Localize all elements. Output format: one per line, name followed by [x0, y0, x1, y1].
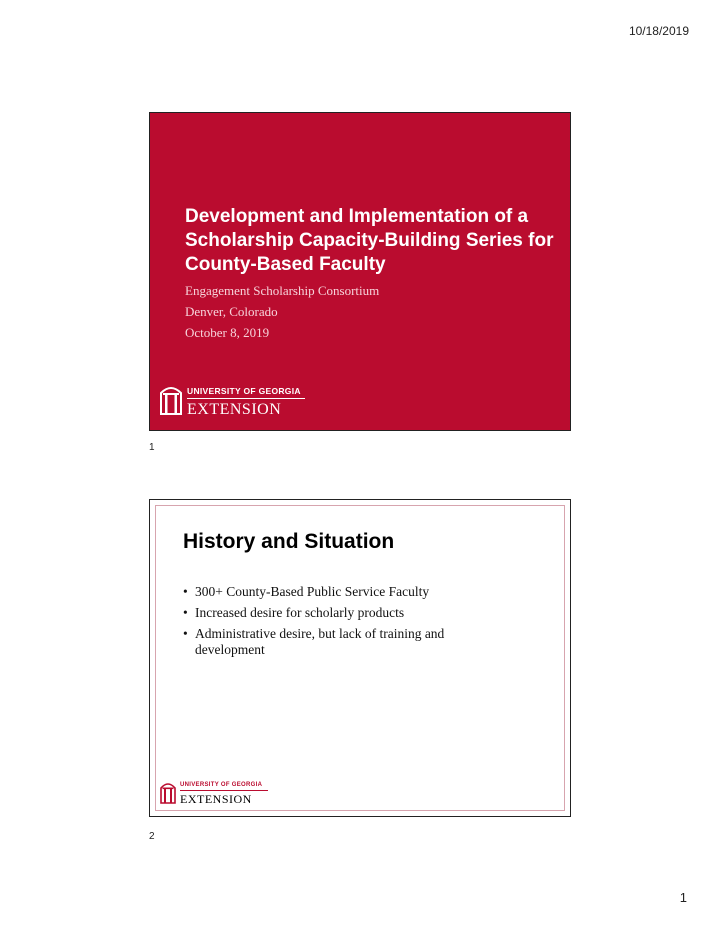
- uga-extension-logo: [160, 780, 268, 806]
- slide-1-title: Development and Implementation of a Scholarship Capacity-Building Series for County-Based Faculty: [185, 206, 554, 275]
- slide-1-location: Denver, Colorado: [185, 304, 278, 319]
- bullet-list: [183, 584, 513, 663]
- page-number: 1: [679, 890, 687, 905]
- logo-extension-text: EXTENSION: [187, 401, 282, 418]
- list-item: • 300+ County-Based Public Service Faculty: [183, 584, 430, 599]
- uga-extension-logo: [160, 383, 305, 418]
- slide-2: [149, 499, 571, 817]
- slide-1-number: 1: [149, 442, 155, 453]
- bullet-icon: •: [183, 605, 188, 620]
- slide-1-date: October 8, 2019: [185, 325, 270, 340]
- bullet-icon: •: [183, 584, 188, 599]
- slide-2-title: History and Situation: [183, 530, 395, 553]
- logo-university-text: UNIVERSITY OF GEORGIA: [180, 782, 263, 788]
- logo-extension-text: EXTENSION: [180, 792, 252, 806]
- bullet-icon: •: [183, 626, 188, 641]
- header-date: 10/18/2019: [628, 24, 689, 38]
- arch-icon: [160, 780, 176, 804]
- list-item: • Increased desire for scholarly products: [183, 605, 405, 620]
- slide-1: [149, 112, 571, 431]
- logo-university-text: UNIVERSITY OF GEORGIA: [187, 386, 301, 396]
- slide-2-number: 2: [149, 831, 155, 842]
- arch-icon: [160, 383, 182, 415]
- list-item: • Administrative desire, but lack of training and development: [183, 626, 445, 657]
- slide-1-org: Engagement Scholarship Consortium: [185, 283, 380, 298]
